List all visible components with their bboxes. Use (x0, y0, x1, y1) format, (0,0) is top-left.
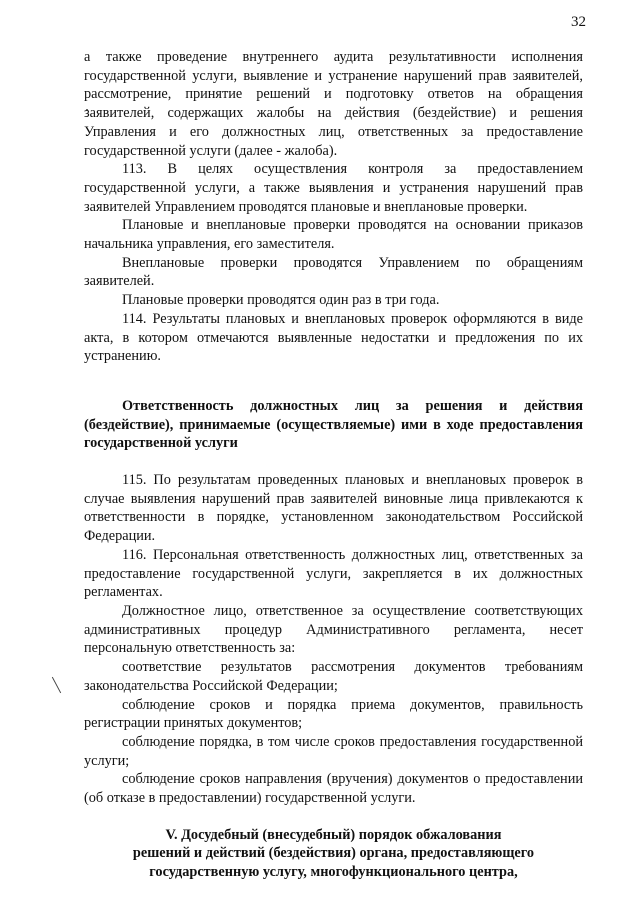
section-heading: Ответственность должностных лиц за решения и действия (бездействие), принимаемые (осуществляемые) ими в ходе предоставления государственной услуги (84, 397, 583, 452)
scan-mark (52, 677, 61, 693)
chapter-heading-line: V. Досудебный (внесудебный) порядок обжалования (165, 826, 502, 843)
page-number: 32 (571, 14, 586, 30)
paragraph: соблюдение сроков и порядка приема документов, правильность регистрации принятых документов; (84, 696, 583, 732)
paragraph: 113. В целях осуществления контроля за предоставлением государственной услуги, а также выявления и устранения нарушений прав заявителей Управлением проводятся плановые и внеплановые проверки. (84, 161, 583, 215)
paragraph: соблюдение порядка, в том числе сроков предоставления государственной услуги; (84, 733, 583, 769)
paragraph: соблюдение сроков направления (вручения) документов о предоставлении (об отказе в предоставлении) государственной услуги. (84, 771, 583, 807)
document-body (84, 48, 583, 882)
paragraphs-bottom (84, 471, 583, 808)
paragraph: Внеплановые проверки проводятся Управлением по обращениям заявителей. (84, 254, 583, 290)
paragraph: а также проведение внутреннего аудита результативности исполнения государственной услуги, выявление и устранение нарушений прав заявителей, рассмотрение, принятие решений и подготовку ответов на обращения заявителей, содержащих жалобы на действия (бездействие) и решения Управления и его должностных лиц, ответственных за предоставление государственной услуги (далее - жалоба). (84, 49, 583, 159)
paragraph: Плановые проверки проводятся один раз в три года. (122, 292, 440, 309)
paragraph: 115. По результатам проведенных плановых и внеплановых проверок в случае выявления нарушений прав заявителей виновные лица привлекаются к ответственности в порядке, установленном законодательством Российской Федерации. (84, 472, 583, 545)
paragraphs-top (84, 48, 583, 366)
paragraph: 114. Результаты плановых и внеплановых проверок оформляются в виде акта, в котором отмечаются выявленные недостатки и предложения по их устранению. (84, 310, 583, 365)
chapter-heading (84, 826, 583, 882)
paragraph: 116. Персональная ответственность должностных лиц, ответственных за предоставление государственной услуги, закрепляется в их должностных регламентах. (84, 546, 583, 601)
paragraph: Должностное лицо, ответственное за осуществление соответствующих административных процедур Административного регламента, несет персональную ответственность за: (84, 602, 583, 657)
paragraph: соответствие результатов рассмотрения документов требованиям законодательства Российской Федерации; (84, 659, 583, 694)
paragraph: Плановые и внеплановые проверки проводятся на основании приказов начальника управления, его заместителя. (84, 217, 583, 253)
chapter-heading-line: решений и действий (бездействия) органа, предоставляющего (132, 845, 535, 862)
chapter-heading-line: государственную услугу, многофункционального центра, (149, 864, 518, 881)
